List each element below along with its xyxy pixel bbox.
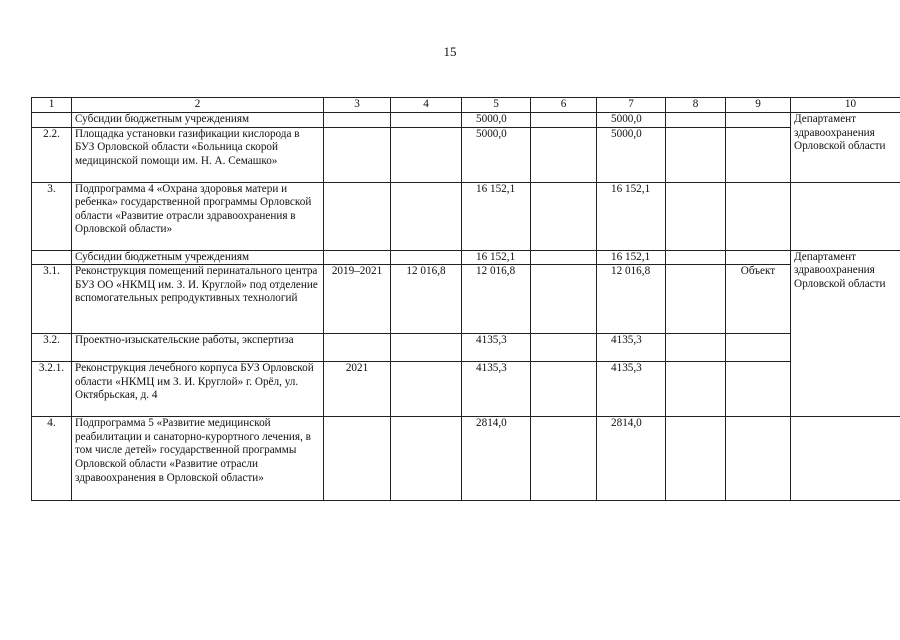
cell-type: Объект: [726, 265, 791, 334]
cell-period: [324, 417, 391, 501]
cell-period: [324, 250, 391, 265]
cell-total: 2814,0: [462, 417, 531, 501]
cell-responsible: Департамент здравоохранения Орловской области: [791, 113, 900, 183]
cell-capacity: [391, 362, 462, 417]
cell-federal: [531, 113, 597, 128]
cell-type: [726, 127, 791, 182]
cell-local: [666, 362, 726, 417]
column-header: 10: [791, 98, 900, 113]
cell-capacity: [391, 182, 462, 250]
cell-number: [32, 250, 72, 265]
cell-name: Реконструкция лечебного корпуса БУЗ Орловской области «НКМЦ им З. И. Круглой» г. Орёл, ул. Октябрьская, д. 4: [72, 362, 324, 417]
cell-total: 5000,0: [462, 113, 531, 128]
cell-name: Площадка установки газификации кислорода в БУЗ Орловской области «Больница скорой медицинской помощи им. Н. А. Семашко»: [72, 127, 324, 182]
cell-regional: 5000,0: [597, 113, 666, 128]
cell-total: 16 152,1: [462, 182, 531, 250]
budget-table: [31, 97, 900, 501]
column-header: 9: [726, 98, 791, 113]
cell-local: [666, 113, 726, 128]
cell-responsible: [791, 182, 900, 250]
cell-regional: 4135,3: [597, 334, 666, 362]
table-row: [32, 113, 900, 128]
cell-local: [666, 250, 726, 265]
table-row: [32, 250, 900, 265]
cell-name: Реконструкция помещений перинатального центра БУЗ ОО «НКМЦ им. З. И. Круглой» под отделение вспомогательных репродуктивных технологий: [72, 265, 324, 334]
table-row: [32, 417, 900, 501]
page-number: 15: [443, 44, 457, 59]
table-row: [32, 182, 900, 250]
cell-name: Подпрограмма 5 «Развитие медицинской реабилитации и санаторно-курортного лечения, в том числе детей» государственной программы Орловской области «Развитие отрасли здравоохранения в Орловской области»: [72, 417, 324, 501]
cell-type: [726, 362, 791, 417]
cell-capacity: 12 016,8: [391, 265, 462, 334]
cell-period: 2019–2021: [324, 265, 391, 334]
cell-capacity: [391, 334, 462, 362]
cell-regional: 12 016,8: [597, 265, 666, 334]
cell-number: 3.2.: [32, 334, 72, 362]
cell-period: [324, 127, 391, 182]
cell-local: [666, 182, 726, 250]
cell-federal: [531, 250, 597, 265]
cell-total: 4135,3: [462, 334, 531, 362]
cell-regional: 4135,3: [597, 362, 666, 417]
cell-regional: 16 152,1: [597, 250, 666, 265]
cell-regional: 5000,0: [597, 127, 666, 182]
cell-regional: 16 152,1: [597, 182, 666, 250]
cell-number: 3.2.1.: [32, 362, 72, 417]
cell-federal: [531, 182, 597, 250]
cell-number: 3.: [32, 182, 72, 250]
column-header: 1: [32, 98, 72, 113]
table-row: [32, 265, 900, 334]
cell-responsible: [791, 417, 900, 501]
table-row: [32, 127, 900, 182]
column-header: 4: [391, 98, 462, 113]
cell-federal: [531, 362, 597, 417]
cell-name: Субсидии бюджетным учреждениям: [72, 250, 324, 265]
cell-regional: 2814,0: [597, 417, 666, 501]
cell-period: [324, 182, 391, 250]
cell-name: Подпрограмма 4 «Охрана здоровья матери и ребенка» государственной программы Орловской области «Развитие отрасли здравоохранения в Орловской области»: [72, 182, 324, 250]
cell-period: 2021: [324, 362, 391, 417]
cell-number: 3.1.: [32, 265, 72, 334]
table-row: [32, 334, 900, 362]
cell-number: 2.2.: [32, 127, 72, 182]
table-row: [32, 362, 900, 417]
cell-type: [726, 250, 791, 265]
column-header: 3: [324, 98, 391, 113]
column-header: 8: [666, 98, 726, 113]
cell-local: [666, 334, 726, 362]
cell-capacity: [391, 250, 462, 265]
table-header-row: [32, 98, 900, 113]
cell-local: [666, 127, 726, 182]
column-header: 5: [462, 98, 531, 113]
cell-number: 4.: [32, 417, 72, 501]
cell-name: Проектно-изыскательские работы, экспертиза: [72, 334, 324, 362]
column-header: 7: [597, 98, 666, 113]
cell-name: Субсидии бюджетным учреждениям: [72, 113, 324, 128]
cell-period: [324, 334, 391, 362]
cell-local: [666, 417, 726, 501]
cell-federal: [531, 417, 597, 501]
cell-responsible: Департамент здравоохранения Орловской области: [791, 250, 900, 417]
cell-total: 5000,0: [462, 127, 531, 182]
cell-capacity: [391, 417, 462, 501]
cell-federal: [531, 127, 597, 182]
column-header: 2: [72, 98, 324, 113]
cell-local: [666, 265, 726, 334]
cell-type: [726, 334, 791, 362]
cell-total: 12 016,8: [462, 265, 531, 334]
cell-capacity: [391, 113, 462, 128]
cell-type: [726, 182, 791, 250]
cell-number: [32, 113, 72, 128]
cell-capacity: [391, 127, 462, 182]
cell-total: 4135,3: [462, 362, 531, 417]
cell-federal: [531, 265, 597, 334]
cell-type: [726, 113, 791, 128]
column-header: 6: [531, 98, 597, 113]
cell-type: [726, 417, 791, 501]
cell-total: 16 152,1: [462, 250, 531, 265]
cell-federal: [531, 334, 597, 362]
cell-period: [324, 113, 391, 128]
